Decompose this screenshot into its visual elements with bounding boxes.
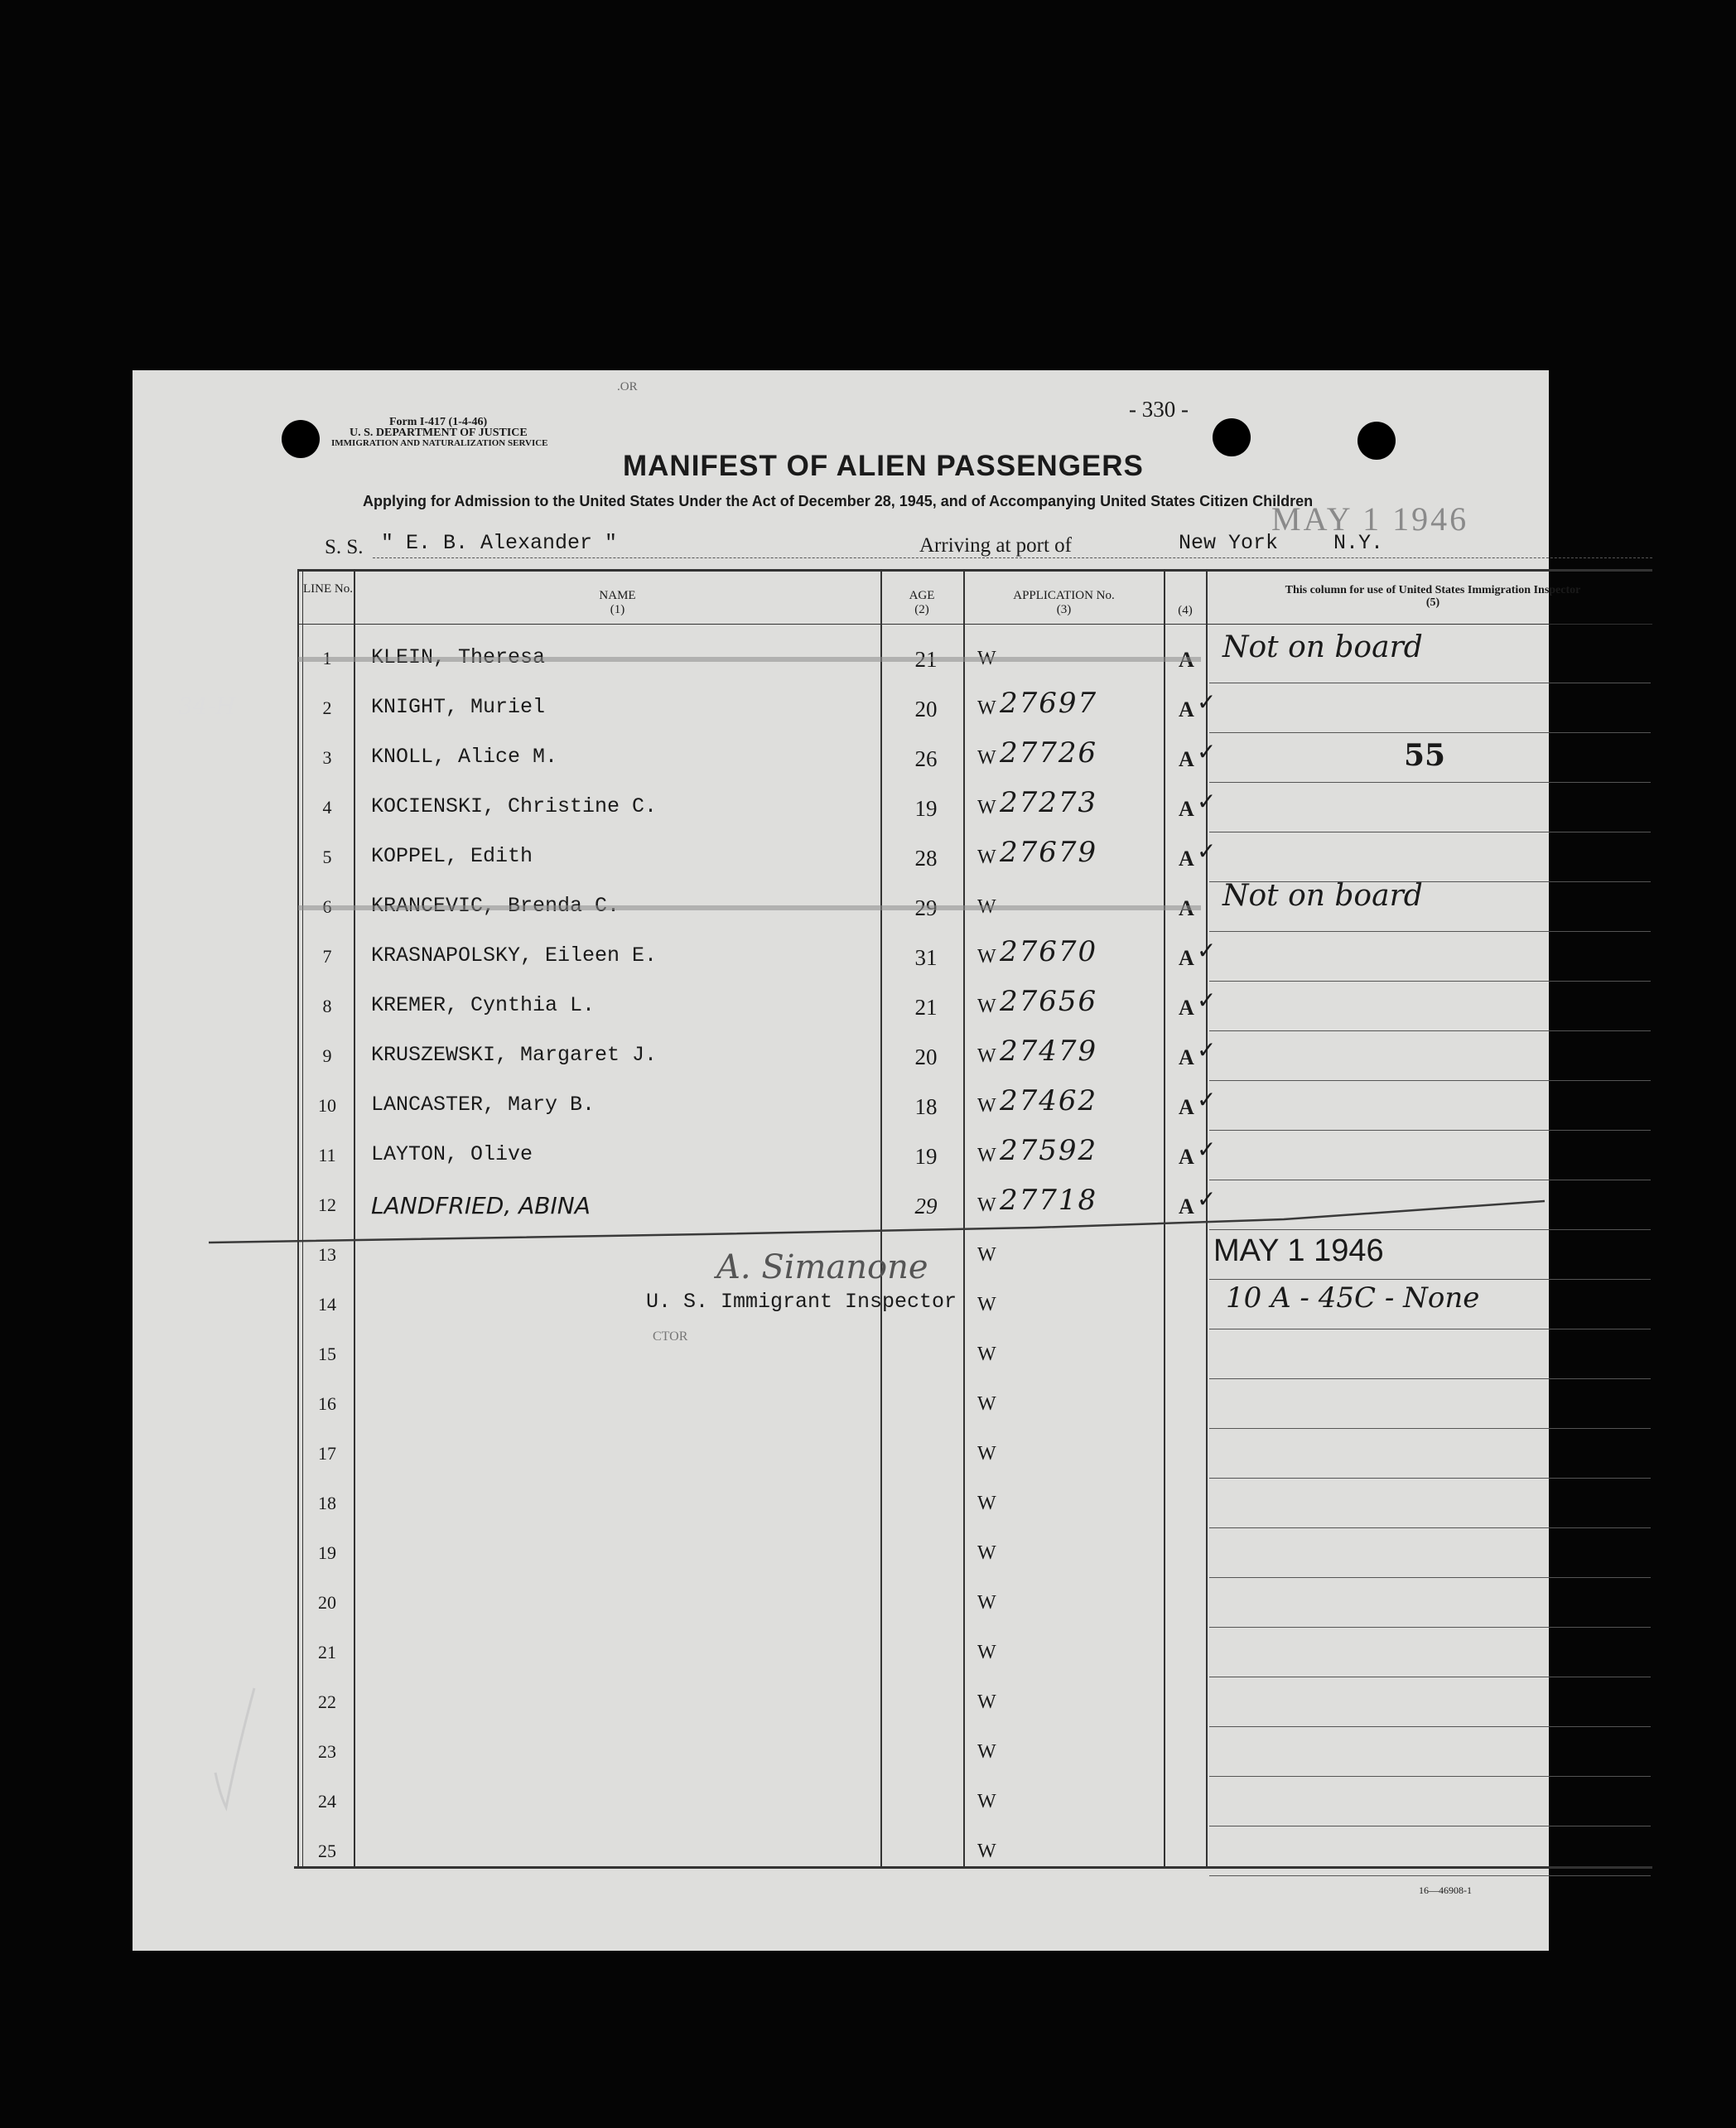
- form-header: [331, 417, 548, 449]
- ship-underline: [373, 557, 1652, 559]
- application-number: 27273: [1000, 786, 1098, 819]
- header-app-num: (3): [1056, 603, 1072, 616]
- line-number: 22: [318, 1691, 336, 1712]
- check-mark-icon: ✓: [1197, 788, 1217, 815]
- strike-through-line: [298, 657, 1201, 662]
- table-row: [133, 1429, 1549, 1479]
- margin-note: 34-H: [178, 692, 236, 720]
- header-name: [354, 589, 880, 617]
- strike-through-line: [298, 905, 1201, 910]
- application-number: 27462: [1000, 1084, 1098, 1117]
- check-mark-icon: ✓: [1197, 1136, 1217, 1163]
- header-line-no: LINE No.: [303, 582, 353, 596]
- passenger-age: 18: [914, 1094, 938, 1119]
- check-mark-icon: ✓: [1197, 1036, 1217, 1064]
- end-of-list-line: [207, 1194, 1549, 1252]
- header-age-label: AGE: [909, 589, 935, 602]
- passenger-name: KREMER, Cynthia L.: [371, 993, 596, 1017]
- header-bottom-rule: [298, 624, 1652, 625]
- header-application: [964, 589, 1164, 617]
- table-row: [133, 783, 1549, 832]
- check-mark-icon: ✓: [1197, 1086, 1217, 1113]
- manifest-page: [133, 370, 1581, 1951]
- line-number: 3: [322, 747, 332, 768]
- table-row: [133, 932, 1549, 982]
- check-mark-icon: ✓: [1197, 688, 1217, 716]
- passenger-name: KNOLL, Alice M.: [371, 745, 558, 769]
- application-prefix: W: [977, 1294, 996, 1315]
- punch-hole: [282, 420, 320, 458]
- line-number: 21: [318, 1642, 336, 1662]
- application-number: 27726: [1000, 736, 1098, 770]
- application-prefix: W: [977, 747, 996, 769]
- line-number: 23: [318, 1741, 336, 1762]
- service-name: IMMIGRATION AND NATURALIZATION SERVICE: [331, 438, 548, 448]
- admission-status: A: [1179, 1194, 1194, 1218]
- passenger-name: LAYTON, Olive: [371, 1142, 533, 1166]
- line-number: 5: [322, 847, 332, 867]
- inspector-rule: [1209, 1875, 1651, 1876]
- passenger-name: KRUSZEWSKI, Margaret J.: [371, 1043, 658, 1067]
- application-prefix: W: [977, 697, 996, 719]
- punch-hole: [1357, 422, 1396, 460]
- arriving-label: Arriving at port of: [919, 534, 1072, 557]
- line-number: 2: [322, 697, 332, 718]
- line-number: 11: [318, 1145, 336, 1165]
- document-subtitle: Applying for Admission to the United States Under the Act of December 28, 1945, and of Accompanying United States Citizen Children: [363, 493, 1314, 509]
- passenger-name: KOPPEL, Edith: [371, 844, 533, 868]
- table-row: [133, 1031, 1549, 1081]
- table-row: [133, 1777, 1549, 1826]
- check-mark-icon: ✓: [1197, 937, 1217, 964]
- table-row: [133, 1379, 1549, 1429]
- application-prefix: W: [977, 1344, 996, 1365]
- admission-status: A: [1179, 697, 1194, 721]
- admission-status: A: [1179, 996, 1194, 1020]
- sheet-number: - 330 -: [1129, 397, 1189, 422]
- line-number: 7: [322, 946, 332, 967]
- application-number: 27479: [1000, 1035, 1098, 1068]
- inspector-remark: Not on board: [1222, 879, 1423, 913]
- admission-status: A: [1179, 797, 1194, 821]
- passenger-age: 29: [914, 1194, 938, 1218]
- port-state: N.Y.: [1333, 531, 1384, 555]
- check-mark-icon: ✓: [1197, 1185, 1217, 1213]
- header-app-label: APPLICATION No.: [1013, 589, 1115, 602]
- table-row: [133, 982, 1549, 1031]
- table-row: [133, 1081, 1549, 1131]
- application-prefix: W: [977, 1642, 996, 1663]
- application-prefix: W: [977, 1244, 996, 1266]
- footer-code: 16—46908-1: [1419, 1884, 1472, 1896]
- line-number: 16: [318, 1393, 336, 1414]
- header-inspector-num: (5): [1425, 596, 1440, 609]
- line-number: 19: [318, 1542, 336, 1563]
- header-inspector: [1218, 584, 1648, 609]
- application-prefix: W: [977, 1095, 996, 1117]
- line-number: 24: [318, 1791, 336, 1812]
- passenger-age: 21: [914, 995, 938, 1020]
- admission-status: A: [1179, 747, 1194, 771]
- application-prefix: W: [977, 1393, 996, 1415]
- table-top-rule: [298, 569, 1652, 572]
- application-number: 27670: [1000, 935, 1098, 968]
- line-number: 4: [322, 797, 332, 818]
- header-age-num: (2): [914, 603, 929, 616]
- application-number: 27718: [1000, 1184, 1098, 1217]
- application-prefix: W: [977, 1592, 996, 1614]
- table-row: [133, 733, 1549, 783]
- passenger-name: LANCASTER, Mary B.: [371, 1093, 596, 1117]
- line-number: 17: [318, 1443, 336, 1464]
- check-mark-icon: ✓: [1197, 738, 1217, 765]
- table-row: [133, 1479, 1549, 1528]
- admission-status: A: [1179, 946, 1194, 970]
- top-mark: .OR: [617, 380, 638, 393]
- passenger-name: KRASNAPOLSKY, Eileen E.: [371, 943, 658, 967]
- admission-status: A: [1179, 847, 1194, 871]
- check-mark-icon: ✓: [1197, 987, 1217, 1014]
- header-age: [880, 589, 963, 617]
- line-number: 18: [318, 1493, 336, 1513]
- application-prefix: W: [977, 1194, 996, 1216]
- application-number: 27697: [1000, 687, 1098, 720]
- application-prefix: W: [977, 847, 996, 868]
- check-mark-icon: ✓: [1197, 837, 1217, 865]
- table-row: [133, 879, 1549, 932]
- table-row: [133, 1826, 1549, 1876]
- application-prefix: W: [977, 946, 996, 967]
- application-prefix: W: [977, 1145, 996, 1166]
- application-prefix: W: [977, 1542, 996, 1564]
- passenger-age: 31: [914, 945, 938, 970]
- application-prefix: W: [977, 1493, 996, 1514]
- line-number: 14: [318, 1294, 336, 1315]
- table-row: [133, 832, 1549, 882]
- ship-name: " E. B. Alexander ": [381, 531, 618, 555]
- port-name: New York: [1179, 531, 1279, 555]
- inspector-remark: Not on board: [1222, 630, 1423, 664]
- application-prefix: W: [977, 1741, 996, 1763]
- date-stamp-top: MAY 1 1946: [1271, 500, 1469, 538]
- line-number: 12: [318, 1194, 336, 1215]
- line-number: 15: [318, 1344, 336, 1364]
- header-name-label: NAME: [599, 589, 636, 602]
- passenger-age: 28: [914, 846, 938, 871]
- admission-status: A: [1179, 1095, 1194, 1119]
- application-number: 27679: [1000, 836, 1098, 869]
- passenger-age: 26: [914, 746, 938, 771]
- line-number: 8: [322, 996, 332, 1016]
- table-row: [133, 1727, 1549, 1777]
- margin-check-mark: [211, 1682, 261, 1814]
- header-col4: (4): [1178, 604, 1193, 617]
- stamp-fragment: CTOR: [653, 1329, 688, 1344]
- inspector-remark: 55: [1404, 738, 1446, 773]
- line-number: 13: [318, 1244, 336, 1265]
- application-prefix: W: [977, 1691, 996, 1713]
- table-row: [133, 1131, 1549, 1180]
- passenger-age: 19: [914, 796, 938, 821]
- application-number: 27656: [1000, 985, 1098, 1018]
- passenger-name: KOCIENSKI, Christine C.: [371, 794, 658, 818]
- table-row: [133, 683, 1549, 733]
- document-title: MANIFEST OF ALIEN PASSENGERS: [623, 450, 1144, 482]
- application-prefix: W: [977, 1443, 996, 1465]
- department-name: U. S. DEPARTMENT OF JUSTICE: [350, 427, 528, 439]
- passenger-age: 20: [914, 697, 938, 721]
- table-row: [133, 630, 1549, 683]
- inspector-label: U. S. Immigrant Inspector: [646, 1290, 957, 1314]
- line-number: 20: [318, 1592, 336, 1613]
- punch-hole: [1213, 418, 1251, 456]
- line-number: 25: [318, 1841, 336, 1861]
- header-inspector-label: This column for use of United States Immigration Inspector: [1285, 584, 1581, 596]
- passenger-age: 20: [914, 1045, 938, 1069]
- admission-status: A: [1179, 1045, 1194, 1069]
- table-row: [133, 1329, 1549, 1379]
- admission-status: A: [1179, 1145, 1194, 1169]
- application-number: 27592: [1000, 1134, 1098, 1167]
- application-prefix: W: [977, 1841, 996, 1862]
- table-row: [133, 1528, 1549, 1578]
- passenger-name: KNIGHT, Muriel: [371, 695, 546, 719]
- inspector-remark: MAY 1 1946: [1213, 1233, 1384, 1268]
- passenger-age: 19: [914, 1144, 938, 1169]
- header-name-num: (1): [610, 603, 625, 616]
- ss-label: S. S.: [325, 536, 364, 558]
- table-row: [133, 1578, 1549, 1628]
- form-number: Form I-417 (1-4-46): [389, 416, 488, 428]
- application-prefix: W: [977, 1045, 996, 1067]
- line-number: 9: [322, 1045, 332, 1066]
- table-row: [133, 1628, 1549, 1677]
- inspector-signature: A. Simanone: [716, 1248, 928, 1286]
- application-prefix: W: [977, 996, 996, 1017]
- line-number: 10: [318, 1095, 336, 1116]
- inspector-remark: 10 A - 45C - None: [1226, 1281, 1480, 1315]
- table-row: [133, 1677, 1549, 1727]
- application-prefix: W: [977, 1791, 996, 1812]
- passenger-name: LANDFRIED, ABINA: [371, 1192, 591, 1219]
- application-prefix: W: [977, 797, 996, 818]
